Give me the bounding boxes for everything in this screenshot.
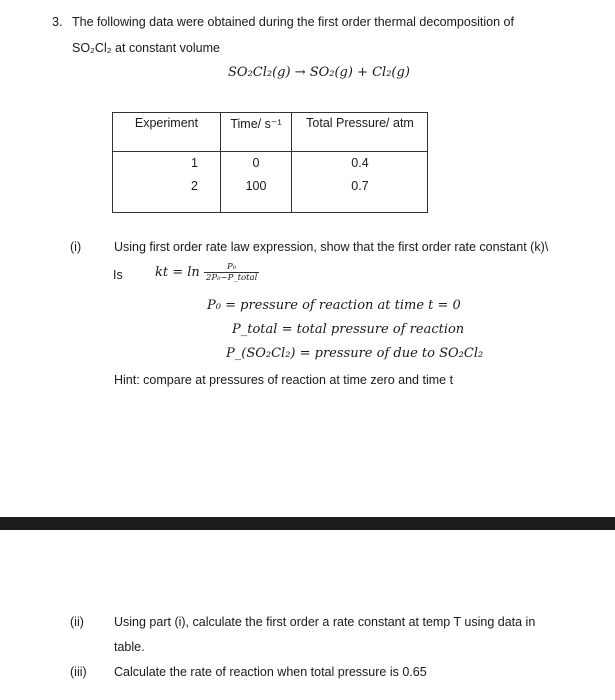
table-cell: 100 xyxy=(245,179,267,193)
question-number: 3. xyxy=(52,15,63,29)
is-label: Is xyxy=(113,268,123,282)
table-cell: 1 xyxy=(191,156,198,170)
part-ii-label: (ii) xyxy=(70,615,84,629)
page-divider xyxy=(0,517,615,530)
part-ii-text-2: table. xyxy=(114,640,145,654)
formula-denominator: 2P₀−P_total xyxy=(205,273,258,283)
part-iii-text: Calculate the rate of reaction when total pressure is 0.65 xyxy=(114,665,427,679)
table-cell: 0 xyxy=(252,156,260,170)
part-i-label: (i) xyxy=(70,240,82,254)
part-ii-text-1: Using part (i), calculate the first order a rate constant at temp T using data in xyxy=(114,615,536,629)
intro-line-2: SO₂Cl₂ at constant volume xyxy=(72,41,220,55)
table-header-experiment: Experiment xyxy=(134,116,199,130)
definition-ptotal: P_total = total pressure of reaction xyxy=(232,322,465,337)
rate-formula xyxy=(155,262,259,283)
reaction-equation: SO₂Cl₂(g) → SO₂(g) + Cl₂(g) xyxy=(228,65,410,80)
table-cell: 0.4 xyxy=(351,156,369,170)
intro-line-1: The following data were obtained during the first order thermal decomposition of xyxy=(72,15,514,29)
table-cell: 2 xyxy=(191,179,198,193)
hint-text: Hint: compare at pressures of reaction at time zero and time t xyxy=(114,373,454,387)
formula-fraction xyxy=(204,262,259,283)
formula-lhs: kt = ln xyxy=(155,265,200,280)
data-table xyxy=(112,112,428,213)
formula-numerator: P₀ xyxy=(227,262,237,272)
part-iii-label: (iii) xyxy=(70,665,87,679)
table-header-pressure: Total Pressure/ atm xyxy=(306,116,414,130)
definition-pso2cl2: P_(SO₂Cl₂) = pressure of due to SO₂Cl₂ xyxy=(226,346,484,361)
table-cell: 0.7 xyxy=(351,179,369,193)
definition-p0: P₀ = pressure of reaction at time t = 0 xyxy=(207,298,461,313)
part-i-text: Using first order rate law expression, show that the first order rate constant (k)\ xyxy=(114,240,549,254)
table-header-time: Time/ s⁻¹ xyxy=(230,117,282,131)
